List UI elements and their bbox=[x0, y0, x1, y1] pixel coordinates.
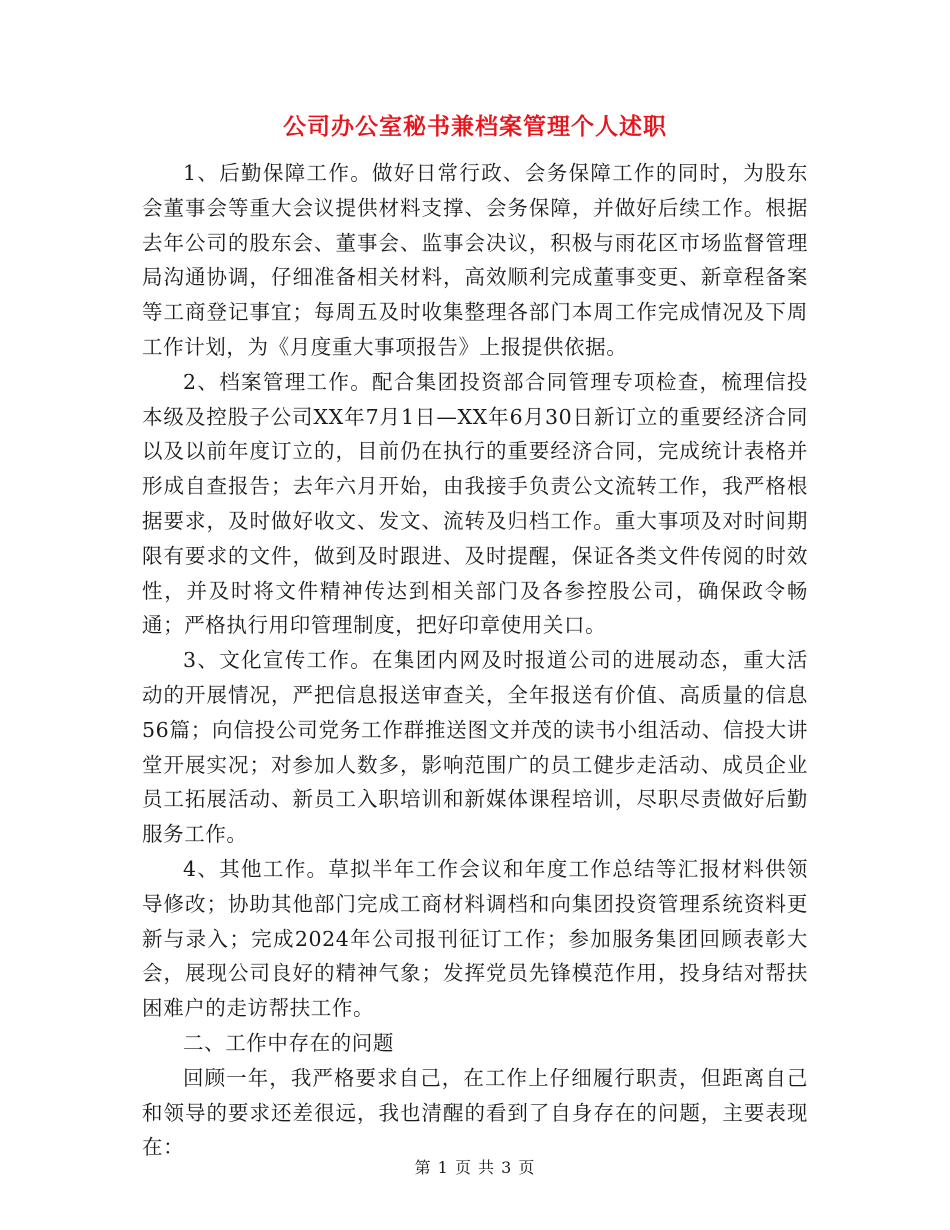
document-body bbox=[142, 156, 808, 1165]
paragraph-logistics: 1、后勤保障工作。做好日常行政、会务保障工作的同时，为股东会董事会等重大会议提供材料支撑、会务保障，并做好后续工作。根据去年公司的股东会、董事会、监事会决议，积极与雨花区市场监督管理局沟通协调，仔细准备相关材料，高效顺利完成董事变更、新章程备案等工商登记事宜；每周五及时收集整理各部门本周工作完成情况及下周工作计划，为《月度重大事项报告》上报提供依据。 bbox=[142, 161, 808, 359]
paragraph-other-work: 4、其他工作。草拟半年工作会议和年度工作总结等汇报材料供领导修改；协助其他部门完成工商材料调档和向集团投资管理系统资料更新与录入；完成2024年公司报刊征订工作；参加服务集团回顾表彰大会，展现公司良好的精神气象；发挥党员先锋模范作用，投身结对帮扶困难户的走访帮扶工作。 bbox=[142, 856, 808, 1021]
paragraph-culture: 3、文化宣传工作。在集团内网及时报道公司的进展动态，重大活动的开展情况，严把信息报送审查关，全年报送有价值、高质量的信息56篇；向信投公司党务工作群推送图文并茂的读书小组活动、信投大讲堂开展实况；对参加人数多，影响范围广的员工健步走活动、成员企业员工拓展活动、新员工入职培训和新媒体课程培训，尽职尽责做好后勤服务工作。 bbox=[142, 648, 808, 847]
paragraph-review: 回顾一年，我严格要求自己，在工作上仔细履行职责，但距离自己和领导的要求还差很远，我也清醒的看到了自身存在的问题，主要表现在： bbox=[142, 1065, 808, 1160]
page-number-footer: 第 1 页 共 3 页 bbox=[414, 1158, 536, 1177]
paragraph-archives: 2、档案管理工作。配合集团投资部合同管理专项检查，梳理信投本级及控股子公司XX年7月1日—XX年6月30日新订立的重要经济合同以及以前年度订立的，目前仍在执行的重要经济合同，完成统计表格并形成自查报告；去年六月开始，由我接手负责公文流转工作，我严格根据要求，及时做好收文、发文、流转及归档工作。重大事项及对时间期限有要求的文件，做到及时跟进、及时提醒，保证各类文件传阅的时效性，并及时将文件精神传达到相关部门及各参控股公司，确保政令畅通；严格执行用印管理制度，把好印章使用关口。 bbox=[142, 369, 808, 638]
section-heading-problems: 二、工作中存在的问题 bbox=[183, 1030, 394, 1055]
document-title: 公司办公室秘书兼档案管理个人述职 bbox=[283, 113, 667, 140]
